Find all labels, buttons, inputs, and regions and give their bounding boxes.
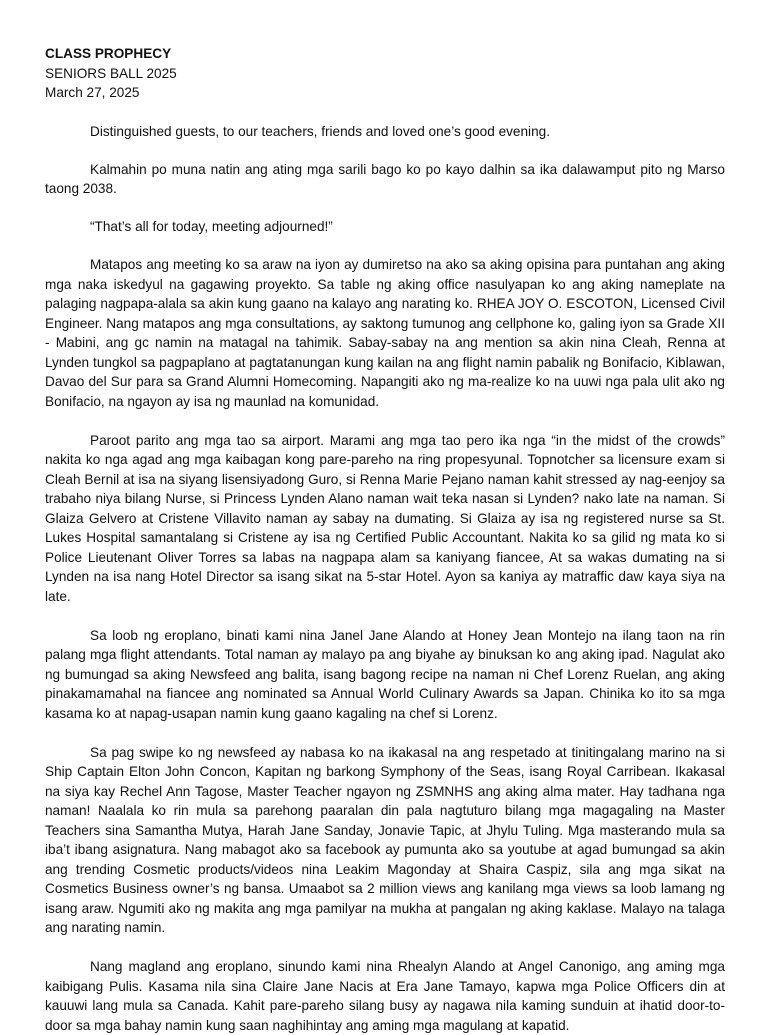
greeting-paragraph: Distinguished guests, to our teachers, friends and loved one’s good evening.	[90, 123, 550, 139]
event-name: SENIORS BALL 2025	[45, 65, 177, 81]
document-page	[45, 44, 725, 1035]
body-paragraph: Paroot parito ang mga tao sa airport. Marami ang mga tao pero ika nga “in the midst of the crowds” nakita ko nga agad ang mga kaibagan kong pare-pareho na ring propesyunal. Topnotcher sa licensure exam si Cleah Bernil at isa na siyang lisensiyadong Guro, si Renna Marie Pejano naman kahit stressed ay nag-eenjoy sa trabaho niya bilang Nurse, si Princess Lynden Alano naman wait teka nasan si Lynden? nako late na naman. Si Glaiza Gelvero at Cristene Villavito naman ay sabay na dumating. Si Glaiza ay isa ng registered nurse sa St. Lukes Hospital samantalang si Cristene ay isa ng Certified Public Accountant. Nakita ko sa gilid ng mata ko si Police Lieutenant Oliver Torres sa labas na nagpapa alam sa kaniyang fiancee, At sa wakas dumating na si Lynden na isa nang Hotel Director sa isang sikat na 5-star Hotel. Ayon sa kaniya ay matraffic daw kaya siya na late.	[45, 432, 725, 604]
body-paragraph: Sa loob ng eroplano, binati kami nina Janel Jane Alando at Honey Jean Montejo na ilang taon na rin palang mga flight attendants. Total naman ay malayo pa ang biyahe ay binuksan ko ang aking ipad. Nagulat ako ng bumungad sa aking Newsfeed ang balita, isang bagong recipe na naman ni Chef Lorenz Ruelan, ang aking pinakamamahal na fiancee ang nominated sa Annual World Culinary Awards sa Japan. Chinika ko ito sa mga kasama ko at napag-usapan namin kung gaano kagaling na chef si Lorenz.	[45, 627, 725, 721]
body-paragraph: Sa pag swipe ko ng newsfeed ay nabasa ko na ikakasal na ang respetado at tinitingalang marino na si Ship Captain Elton John Concon, Kapitan ng barkong Symphony of the Seas, isang Royal Carribean. Ikakasal na siya kay Rechel Ann Tagose, Master Teacher ngayon ng ZSMNHS ang aking alma mater. Hay tadhana nga naman! Naalala ko rin mula sa parehong paaralan din pala nagtuturo bilang mga magagaling na Master Teachers sina Samantha Mutya, Harah Jane Sanday, Jonavie Tapic, at Jhylu Tuling. Mga masterando mula sa iba’t ibang asignatura. Nang mabagot ako sa facebook ay pumunta ako sa youtube at agad bumungad sa akin ang trending Cosmetic products/videos nina Leakim Magonday at Shaira Caspiz, sila ang mga sikat na Cosmetics Business owner’s ng bansa. Umaabot sa 2 million views ang kanilang mga views sa loob lamang ng isang araw. Ngumiti ako ng makita ang mga pamilyar na mukha at pangalan ng aking kaklase. Malayo na talaga ang narating namin.	[45, 744, 725, 935]
quote-paragraph: “That’s all for today, meeting adjourned!”	[90, 219, 333, 234]
body-paragraph: Nang magland ang eroplano, sinundo kami nina Rhealyn Alando at Angel Canonigo, ang aming mga kaibigang Pulis. Kasama nila sina Claire Jane Nacis at Era Jane Tamayo, kapwa mga Police Officers din at kauuwi lang mula sa Canada. Kahit pare-pareho silang busy ay nagawa nila kaming sunduin at ihatid door-to-door sa mga bahay namin kung saan naghihintay ang aming mga magulang at kapatid.	[45, 959, 725, 1033]
body-paragraph: Matapos ang meeting ko sa araw na iyon ay dumiretso na ako sa aking opisina para puntahan ang aking mga naka iskedyul na gagawing proyekto. Sa table ng aking office nasulyapan ko ang aking nameplate na palaging nagpapa-alala sa akin kung gaano na kalayo ang narating ko. RHEA JOY O. ESCOTON, Licensed Civil Engineer. Nang matapos ang mga consultations, ay saktong tumunog ang cellphone ko, galing iyon sa Grade XII - Mabini, ang gc namin na matagal na tahimik. Sabay-sabay na ang mention sa akin nina Cleah, Renna at Lynden tungkol sa pagpaplano at pagtatanungan kung kailan na ang flight namin pabalik ng Bonifacio, Kiblawan, Davao del Sur para sa Grand Alumni Homecoming. Napangiti ako ng ma-realize ko na uuwi nga pala ulit ako ng Bonifacio, na ngayon ay isa ng maunlad na komunidad.	[45, 257, 725, 409]
event-date: March 27, 2025	[45, 85, 140, 100]
intro-paragraph: Kalmahin po muna natin ang ating mga sarili bago ko po kayo dalhin sa ika dalawamput pito ng Marso taong 2038.	[45, 161, 725, 196]
document-title: CLASS PROPHECY	[45, 46, 172, 61]
